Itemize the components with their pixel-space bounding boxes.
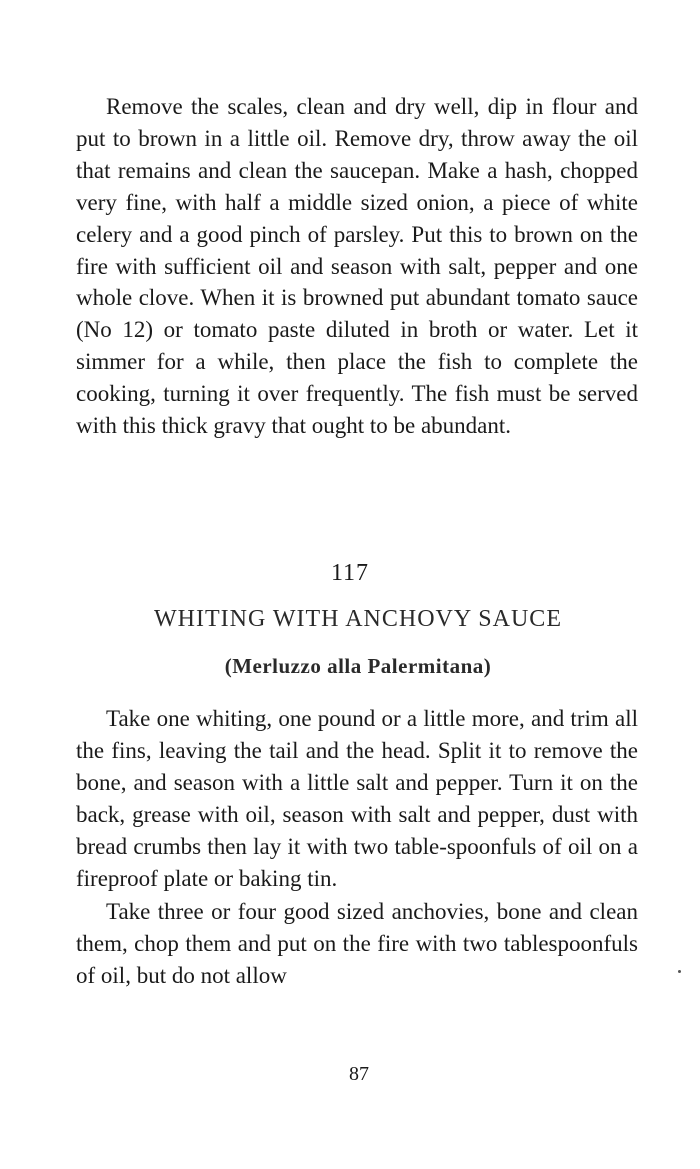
intro-paragraph: Remove the scales, clean and dry well, dip in flour and put to brown in a little oil. Remove dry, throw away the oil that remains and clean the saucepan. Make a hash, chopped very fine, with half a middle sized onion, a piece of white celery and a good pinch of parsley. Put this to brown on the fire with sufficient oil and season with salt, pepper and one whole clove. When it is browned put abundant tomato sauce (No 12) or tomato paste diluted in broth or water. Let it simmer for a while, then place the fish to complete the cooking, turning it over frequently. The fish must be served with this thick gravy that ought to be abundant. [76, 94, 638, 439]
page-number: 87 [349, 1063, 369, 1085]
recipe-title: WHITING WITH ANCHOVY SAUCE [154, 606, 562, 632]
print-speck [678, 970, 681, 973]
recipe-paragraph: Take one whiting, one pound or a little more, and trim all the fins, leaving the tail and the head. Split it to remove the bone, and season with a little salt and pepper. Turn it on the back, grease with oil, season with salt and pepper, dust with bread crumbs then lay it with two table-spoonfuls of oil on a fireproof plate or baking tin. [76, 706, 638, 891]
intro-text-block [76, 91, 638, 442]
recipe-number: 117 [330, 560, 370, 586]
recipe-text-block [76, 703, 638, 992]
recipe-subtitle: (Merluzzo alla Palermitana) [224, 654, 492, 678]
recipe-paragraph: Take three or four good sized anchovies, bone and clean them, chop them and put on the fire with two tablespoonfuls of oil, but do not allow [76, 899, 638, 989]
